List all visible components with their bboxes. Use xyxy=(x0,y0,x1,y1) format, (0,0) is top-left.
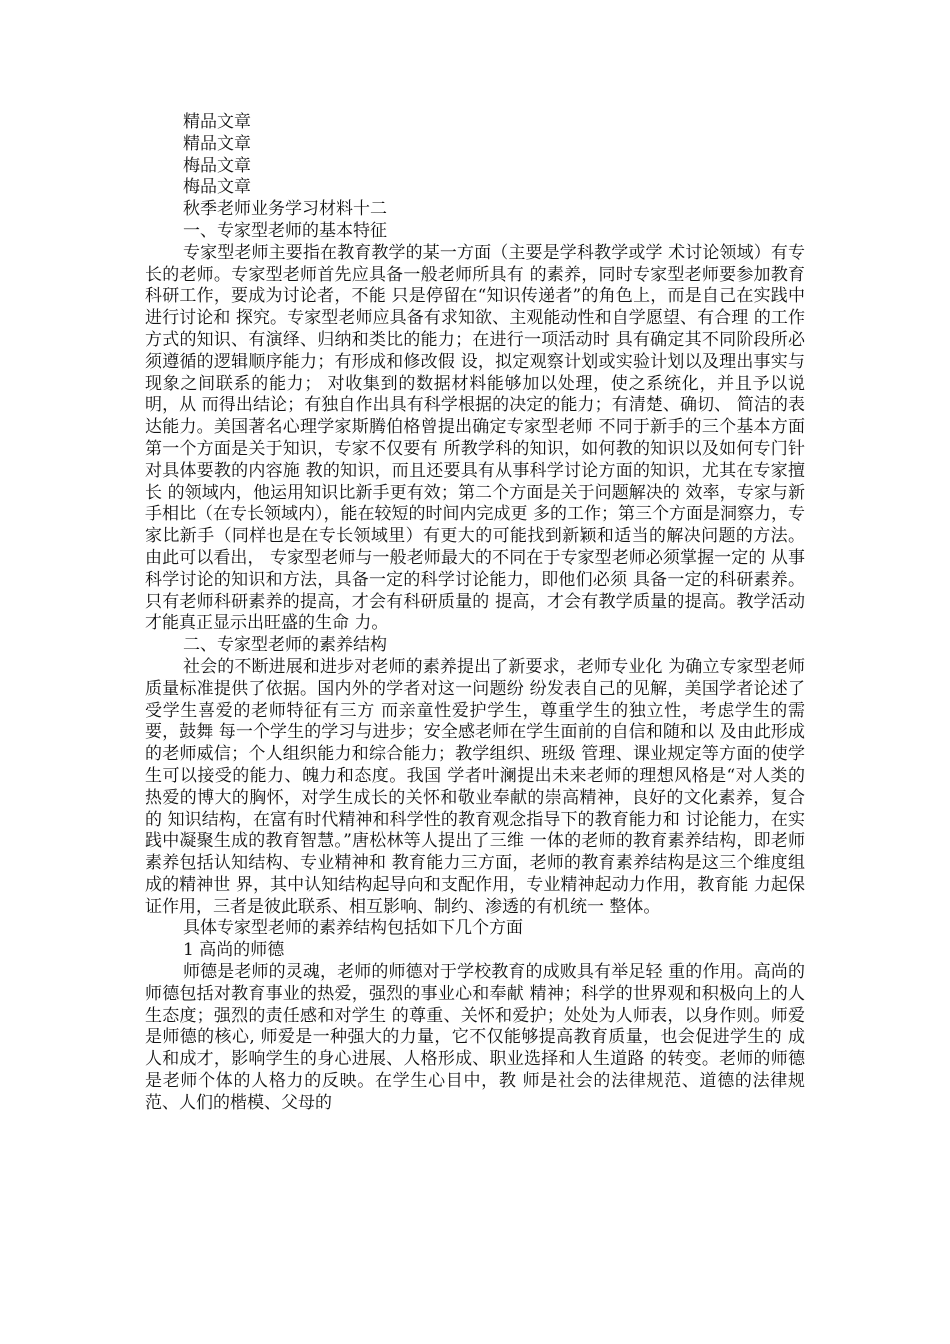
subheading: 具体专家型老师的素养结构包括如下几个方面 xyxy=(183,918,523,939)
body-paragraph: 师德是老师的灵魂，老师的师德对于学校教育的成败具有举足轻 重的作用。高尚的师德包括对教育事业的热爱，强烈的事业心和奉献 精神；科学的世界观和积极向上的人生态度；强烈的责任感和对学生 的尊重、关怀和爱护；处处为人师表，以身作则。师爱是师德的核心, 师爱是一种强大的力量，它不仅能够提高教育质量，也会促进学生的 成人和成才，影响学生的身心进展、人格形成、职业选择和人生道路 的转变。老师的师德是老师个体的人格力的反映。在学生心目中，教 师是社会的法律规范、道德的法律规范、人们的楷模、父母的 xyxy=(145,962,805,1113)
header-line: 精品文章 xyxy=(183,112,251,132)
section-heading: 1 高尚的师德 xyxy=(183,940,285,961)
section-heading: 一、专家型老师的基本特征 xyxy=(183,220,387,241)
document-title: 秋季老师业务学习材料十二 xyxy=(183,199,387,220)
body-paragraph: 社会的不断进展和进步对老师的素养提出了新要求，老师专业化 为确立专家型老师质量标准提供了依据。国内外的学者对这一问题纷 纷发表自己的见解，美国学者论述了受学生喜爱的老师特征有三方 而亲童性爱护学生，尊重学生的独立性，考虑学生的需要，鼓舞 每一个学生的学习与进步；安全感老师在学生面前的自信和随和以 及由此形成的老师威信；个人组织能力和综合能力；教学组织、班级 管理、课业规定等方面的使学生可以接受的能力、魄力和态度。我国 学者叶澜提出未来老师的理想风格是“对人类的热爱的博大的胸怀，对学生成长的关怀和敬业奉献的崇高精神，良好的文化素养，复合的 知识结构，在富有时代精神和科学性的教育观念指导下的教育能力和 讨论能力，在实践中凝聚生成的教育智慧。”唐松林等人提出了三维 一体的老师的教育素养结构，即老师素养包括认知结构、专业精神和 教育能力三方面，老师的教育素养结构是这三个维度组成的精神世 界，其中认知结构起导向和支配作用，专业精神起动力作用，教育能 力起保证作用，三者是彼此联系、相互影响、制约、渗透的有机统一 整体。 xyxy=(145,656,805,917)
header-line: 梅品文章 xyxy=(183,177,251,198)
header-line: 梅品文章 xyxy=(183,155,251,176)
section-heading: 二、专家型老师的素养结构 xyxy=(183,635,387,656)
header-line: 精品文章 xyxy=(183,133,251,154)
document-page xyxy=(145,112,805,1115)
body-paragraph: 专家型老师主要指在教育教学的某一方面（主要是学科教学或学 术讨论领域）有专长的老师。专家型老师首先应具备一般老师所具有 的素养，同时专家型老师要参加教育科研工作，要成为讨论者，不能 只是停留在“知识传递者”的角色上，而是自己在实践中进行讨论和 探究。专家型老师应具备有求知欲、主观能动性和自学愿望、有合理 的工作方式的知识、有演绎、归纳和类比的能力；在进行一项活动时 具有确定其不同阶段所必须遵循的逻辑顺序能力；有形成和修改假 设，拟定观察计划或实验计划以及理出事实与现象之间联系的能力； 对收集到的数据材料能够加以处理，使之系统化，并且予以说明，从 而得出结论；有独自作出具有科学根据的决定的能力；有清楚、确切、 简洁的表达能力。美国著名心理学家斯腾伯格曾提出确定专家型老师 不同于新手的三个基本方面第一个方面是关于知识，专家不仅要有 所教学科的知识，如何教的知识以及如何专门针对具体要教的内容施 教的知识，而且还要具有从事科学讨论方面的知识，尤其在专家擅长 的领域内，他运用知识比新手更有效；第二个方面是关于问题解决的 效率，专家与新手相比（在专长领域内），能在较短的时间内完成更 多的工作；第三个方面是洞察力，专家比新手（同样也是在专长领域里）有更大的可能找到新颖和适当的解决问题的方法。由此可以看出， 专家型老师与一般老师最大的不同在于专家型老师必须掌握一定的 从事科学讨论的知识和方法，具备一定的科学讨论能力，即他们必须 具备一定的科研素养。只有老师科研素养的提高，才会有科研质量的 提高，才会有教学质量的提高。教学活动才能真正显示出旺盛的生命 力。 xyxy=(145,242,805,634)
